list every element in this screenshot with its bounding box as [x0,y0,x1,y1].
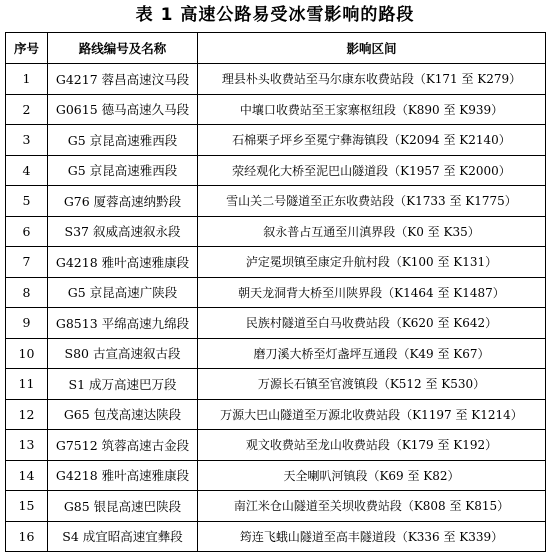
row-number-cell: 10 [6,338,48,369]
route-name-cell: G76 厦蓉高速纳黔段 [48,186,198,217]
affected-section-cell: 观文收费站至龙山收费站段（K179 至 K192） [198,430,546,461]
route-name-cell: G4218 雅叶高速雅康段 [48,460,198,491]
route-name-cell: G5 京昆高速雅西段 [48,125,198,156]
table-row [6,155,546,186]
table-row [6,216,546,247]
route-name-cell: G4217 蓉昌高速汶马段 [48,64,198,95]
row-number-cell: 7 [6,247,48,278]
row-number-cell: 11 [6,369,48,400]
row-number-cell: 1 [6,64,48,95]
affected-section-cell: 民族村隧道至白马收费站段（K620 至 K642） [198,308,546,339]
table-row [6,277,546,308]
row-number-cell: 3 [6,125,48,156]
header-no: 序号 [6,33,48,64]
header-route: 路线编号及名称 [48,33,198,64]
table-row [6,460,546,491]
row-number-cell: 9 [6,308,48,339]
header-area: 影响区间 [198,33,546,64]
affected-section-cell: 叙永普占互通至川滇界段（K0 至 K35） [198,216,546,247]
table-row [6,491,546,522]
affected-section-cell: 理县朴头收费站至马尔康东收费站段（K171 至 K279） [198,64,546,95]
row-number-cell: 6 [6,216,48,247]
row-number-cell: 14 [6,460,48,491]
table-body [6,64,546,552]
route-name-cell: S80 古宣高速叙古段 [48,338,198,369]
table-row [6,521,546,552]
route-name-cell: G0615 德马高速久马段 [48,94,198,125]
table-row [6,399,546,430]
route-name-cell: G5 京昆高速广陕段 [48,277,198,308]
row-number-cell: 15 [6,491,48,522]
route-name-cell: G5 京昆高速雅西段 [48,155,198,186]
row-number-cell: 2 [6,94,48,125]
affected-section-cell: 万源长石镇至官渡镇段（K512 至 K530） [198,369,546,400]
row-number-cell: 12 [6,399,48,430]
affected-section-cell: 万源大巴山隧道至万源北收费站段（K1197 至 K1214） [198,399,546,430]
affected-section-cell: 筠连飞蛾山隧道至高丰隧道段（K336 至 K339） [198,521,546,552]
route-name-cell: S37 叙威高速叙永段 [48,216,198,247]
route-name-cell: G8513 平绵高速九绵段 [48,308,198,339]
road-segments-table [5,32,546,552]
route-name-cell: S4 成宜昭高速宜彝段 [48,521,198,552]
table-row [6,247,546,278]
affected-section-cell: 荥经观化大桥至泥巴山隧道段（K1957 至 K2000） [198,155,546,186]
table-row [6,338,546,369]
route-name-cell: G65 包茂高速达陕段 [48,399,198,430]
row-number-cell: 5 [6,186,48,217]
table-row [6,430,546,461]
route-name-cell: G4218 雅叶高速雅康段 [48,247,198,278]
table-header-row [6,33,546,64]
affected-section-cell: 磨刀溪大桥至灯盏坪互通段（K49 至 K67） [198,338,546,369]
table-row [6,186,546,217]
affected-section-cell: 泸定冕坝镇至康定升航村段（K100 至 K131） [198,247,546,278]
row-number-cell: 8 [6,277,48,308]
route-name-cell: G85 银昆高速巴陕段 [48,491,198,522]
route-name-cell: S1 成万高速巴万段 [48,369,198,400]
table-row [6,369,546,400]
row-number-cell: 13 [6,430,48,461]
affected-section-cell: 雪山关二号隧道至正东收费站段（K1733 至 K1775） [198,186,546,217]
table-caption: 表 1 高速公路易受冰雪影响的路段 [135,5,415,25]
route-name-cell: G7512 筑蓉高速古金段 [48,430,198,461]
row-number-cell: 4 [6,155,48,186]
affected-section-cell: 天全喇叭河镇段（K69 至 K82） [198,460,546,491]
table-row [6,94,546,125]
affected-section-cell: 中壤口收费站至王家寨枢纽段（K890 至 K939） [198,94,546,125]
affected-section-cell: 南江米仓山隧道至关坝收费站段（K808 至 K815） [198,491,546,522]
row-number-cell: 16 [6,521,48,552]
table-row [6,308,546,339]
affected-section-cell: 石棉栗子坪乡至冕宁彝海镇段（K2094 至 K2140） [198,125,546,156]
table-row [6,64,546,95]
table-row [6,125,546,156]
affected-section-cell: 朝天龙洞背大桥至川陕界段（K1464 至 K1487） [198,277,546,308]
